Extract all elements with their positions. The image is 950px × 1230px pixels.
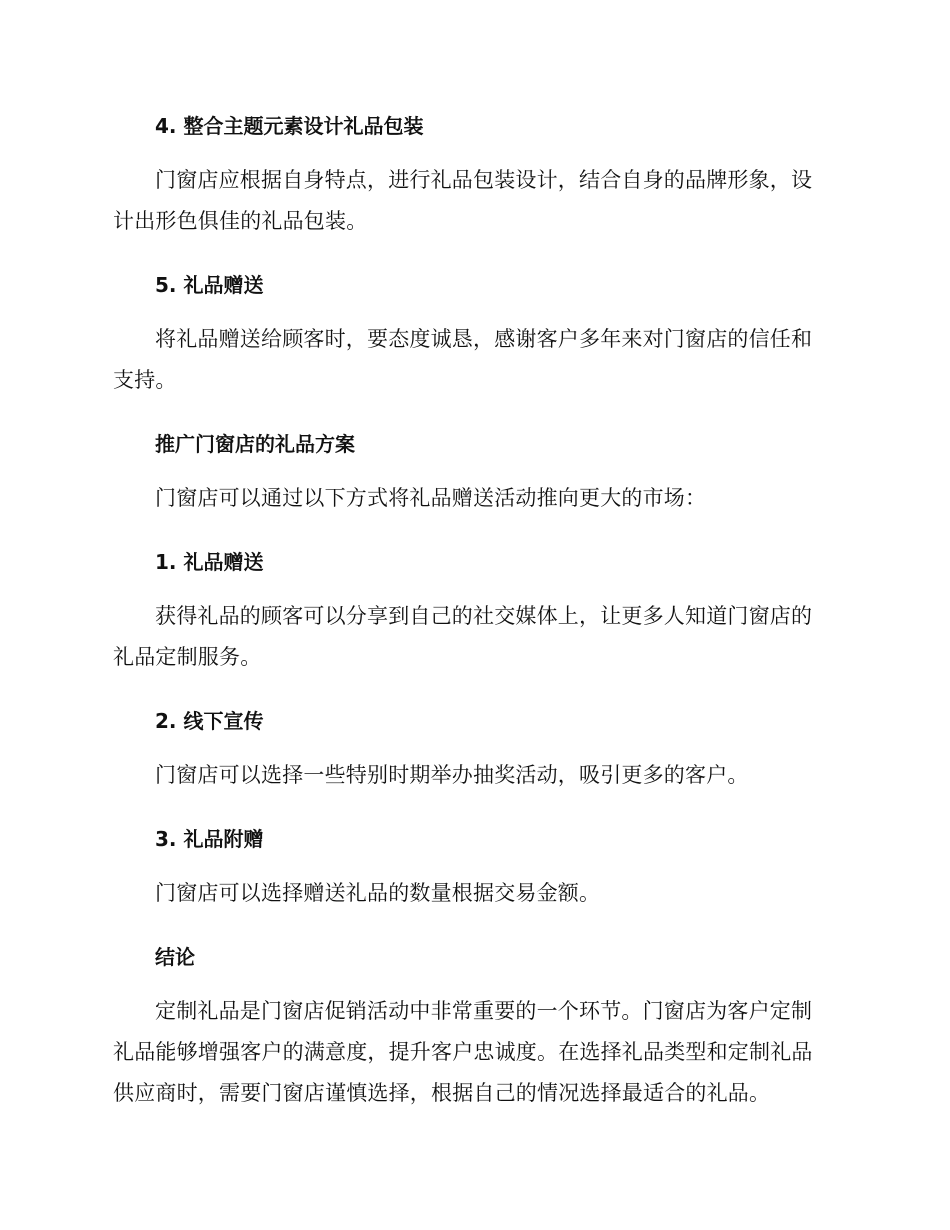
section-heading-gift-sharing: 1. 礼品赠送 xyxy=(155,550,264,574)
section-heading-conclusion: 结论 xyxy=(155,945,195,969)
paragraph-offline: 门窗店可以选择一些特别时期举办抽奖活动，吸引更多的客户。 xyxy=(155,763,749,787)
section-heading-offline: 2. 线下宣传 xyxy=(155,709,264,733)
paragraph-gift-giving: 将礼品赠送给顾客时，要态度诚恳，感谢客户多年来对门窗店的信任和支持。 xyxy=(113,327,813,392)
section-heading-packaging: 4. 整合主题元素设计礼品包装 xyxy=(155,114,424,138)
section-heading-bonus-gift: 3. 礼品附赠 xyxy=(155,827,264,851)
section-heading-promotion: 推广门窗店的礼品方案 xyxy=(155,432,355,456)
paragraph-promotion-intro: 门窗店可以通过以下方式将礼品赠送活动推向更大的市场： xyxy=(155,486,707,510)
paragraph-conclusion: 定制礼品是门窗店促销活动中非常重要的一个环节。门窗店为客户定制礼品能够增强客户的满意度，提升客户忠诚度。在选择礼品类型和定制礼品供应商时，需要门窗店谨慎选择，根据自己的情况选择最适合的礼品。 xyxy=(113,999,813,1105)
paragraph-gift-sharing: 获得礼品的顾客可以分享到自己的社交媒体上，让更多人知道门窗店的礼品定制服务。 xyxy=(113,604,813,669)
paragraph-packaging: 门窗店应根据自身特点，进行礼品包装设计，结合自身的品牌形象，设计出形色俱佳的礼品包装。 xyxy=(113,168,813,233)
paragraph-bonus-gift: 门窗店可以选择赠送礼品的数量根据交易金额。 xyxy=(155,881,601,905)
document-body xyxy=(113,110,833,1114)
section-heading-gift-giving: 5. 礼品赠送 xyxy=(155,273,264,297)
